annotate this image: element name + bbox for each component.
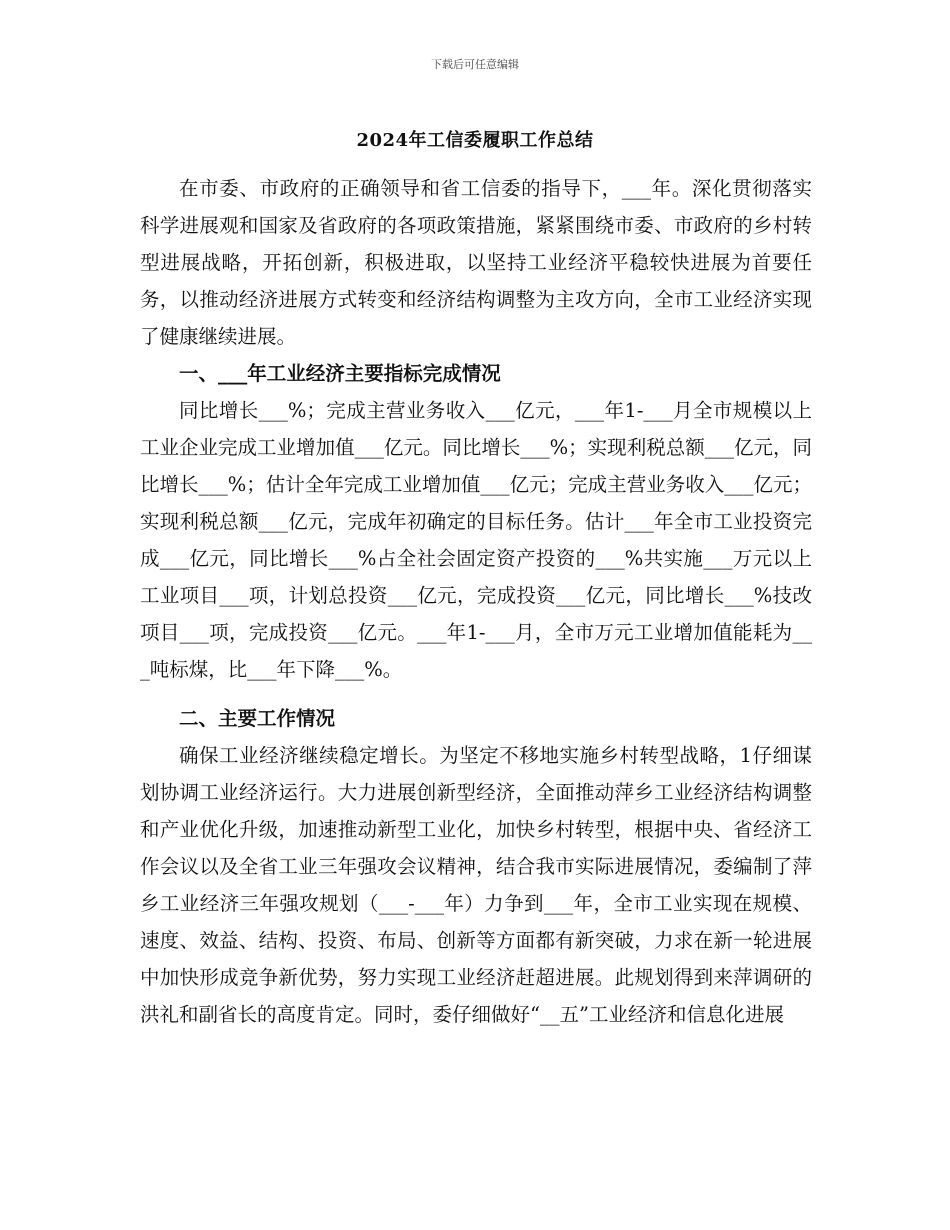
section-heading-1: 一、___年工业经济主要指标完成情况 [179, 362, 501, 385]
work-paragraph: 确保工业经济继续稳定增长。为坚定不移地实施乡村转型战略，1仔细谋划协调工业经济运行。大力进展创新型经济，全面推动萍乡工业经济结构调整和产业优化升级，加速推动新型工业化，加快乡村转型，根据中央、省经济工作会议以及全省工业三年强攻会议精神，结合我市实际进展情况，委编制了萍乡工业经济三年强攻规划（___-___年）力争到___年，全市工业实现在规模、速度、效益、结构、投资、布局、创新等方面都有新突破，力求在新一轮进展中加快形成竞争新优势，努力实现工业经济赶超进展。此规划得到来萍调研的洪礼和副省长的高度肯定。同时，委仔细做好“__五”工业经济和信息化进展 [140, 744, 812, 1026]
header-note: 下载后可任意编辑 [431, 58, 519, 71]
document-title: 2024年工信委履职工作总结 [356, 130, 594, 151]
section-heading-2: 二、主要工作情况 [179, 707, 336, 730]
document-body [140, 170, 812, 1033]
section-gap [140, 688, 812, 700]
indicators-paragraph: 同比增长___%；完成主营业务收入___亿元，___年1-___月全市规模以上工业企业完成工业增加值___亿元。同比增长___%；实现利税总额___亿元，同比增长___%；估计全年完成工业增加值___亿元；完成主营业务收入___亿元；实现利税总额___亿元，完成年初确定的目标任务。估计___年全市工业投资完成___亿元，同比增长___%占全社会固定资产投资的___%共实施___万元以上工业项目___项，计划总投资___亿元，完成投资___亿元，同比增长___%技改项目___项，完成投资___亿元。___年1-___月，全市万元工业增加值能耗为___吨标煤，比___年下降___%。 [140, 399, 812, 681]
intro-paragraph: 在市委、市政府的正确领导和省工信委的指导下，___年。深化贯彻落实科学进展观和国家及省政府的各项政策措施，紧紧围绕市委、市政府的乡村转型进展战略，开拓创新，积极进取，以坚持工业经济平稳较快进展为首要任务，以推动经济进展方式转变和经济结构调整为主攻方向，全市工业经济实现了健康继续进展。 [140, 177, 812, 348]
